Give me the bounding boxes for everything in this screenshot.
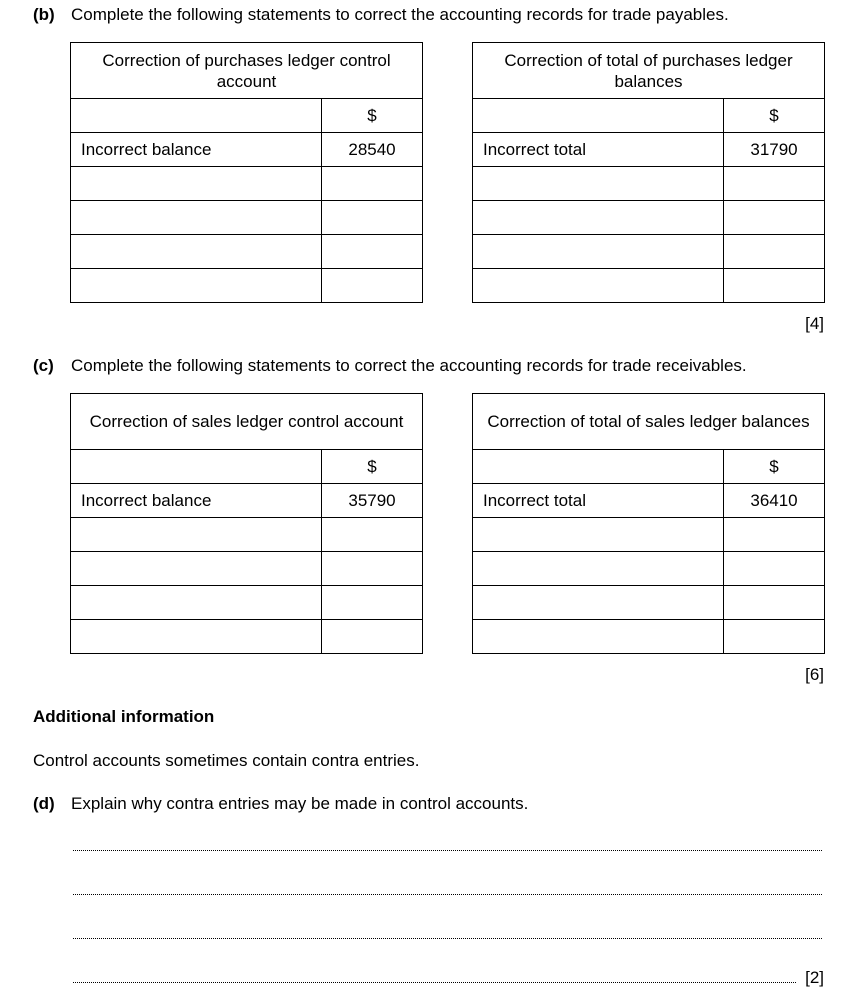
answer-line[interactable]	[73, 850, 822, 851]
answer-cell[interactable]	[724, 552, 825, 586]
row-amount: 35790	[322, 484, 423, 518]
answer-cell[interactable]	[724, 269, 825, 303]
question-b	[33, 5, 729, 25]
table-cell[interactable]	[473, 99, 724, 133]
question-d-label: (d)	[33, 794, 55, 813]
answer-cell[interactable]	[322, 167, 423, 201]
answer-cell[interactable]	[322, 235, 423, 269]
table-title: Correction of total of purchases ledger balances	[473, 43, 825, 99]
sales-ledger-control-table	[70, 393, 423, 654]
answer-cell[interactable]	[473, 586, 724, 620]
question-c-label: (c)	[33, 356, 54, 375]
answer-cell[interactable]	[724, 167, 825, 201]
row-description: Incorrect balance	[71, 133, 322, 167]
answer-cell[interactable]	[724, 235, 825, 269]
row-description: Incorrect total	[473, 133, 724, 167]
purchases-ledger-balances-table	[472, 42, 825, 303]
answer-cell[interactable]	[724, 586, 825, 620]
answer-cell[interactable]	[473, 552, 724, 586]
answer-cell[interactable]	[71, 201, 322, 235]
answer-cell[interactable]	[473, 269, 724, 303]
answer-cell[interactable]	[322, 518, 423, 552]
question-c-text: Complete the following statements to correct the accounting records for trade receivables.	[71, 356, 747, 375]
row-amount: 28540	[322, 133, 423, 167]
answer-cell[interactable]	[322, 586, 423, 620]
answer-cell[interactable]	[322, 552, 423, 586]
marks-c: [6]	[805, 665, 824, 684]
currency-header: $	[322, 450, 423, 484]
answer-cell[interactable]	[473, 518, 724, 552]
answer-cell[interactable]	[322, 620, 423, 654]
answer-cell[interactable]	[322, 269, 423, 303]
row-amount: 31790	[724, 133, 825, 167]
answer-line[interactable]	[73, 894, 822, 895]
currency-header: $	[724, 99, 825, 133]
answer-cell[interactable]	[71, 269, 322, 303]
question-d-text: Explain why contra entries may be made in control accounts.	[71, 794, 529, 813]
answer-cell[interactable]	[724, 201, 825, 235]
answer-cell[interactable]	[724, 620, 825, 654]
answer-cell[interactable]	[71, 167, 322, 201]
table-cell[interactable]	[71, 99, 322, 133]
row-description: Incorrect total	[473, 484, 724, 518]
marks-b: [4]	[805, 314, 824, 333]
answer-cell[interactable]	[473, 620, 724, 654]
table-cell[interactable]	[71, 450, 322, 484]
question-c	[33, 356, 747, 376]
row-description: Incorrect balance	[71, 484, 322, 518]
table-title: Correction of purchases ledger control account	[71, 43, 423, 99]
marks-d: [2]	[805, 968, 824, 987]
answer-line[interactable]	[73, 982, 796, 983]
answer-cell[interactable]	[473, 201, 724, 235]
answer-cell[interactable]	[71, 586, 322, 620]
answer-cell[interactable]	[71, 552, 322, 586]
answer-cell[interactable]	[71, 518, 322, 552]
row-amount: 36410	[724, 484, 825, 518]
answer-cell[interactable]	[473, 167, 724, 201]
table-cell[interactable]	[473, 450, 724, 484]
additional-info-heading: Additional information	[33, 707, 215, 726]
answer-cell[interactable]	[724, 518, 825, 552]
currency-header: $	[724, 450, 825, 484]
answer-cell[interactable]	[71, 620, 322, 654]
table-title: Correction of sales ledger control account	[71, 394, 423, 450]
question-b-label: (b)	[33, 5, 55, 24]
answer-cell[interactable]	[71, 235, 322, 269]
answer-cell[interactable]	[473, 235, 724, 269]
table-title: Correction of total of sales ledger balances	[473, 394, 825, 450]
sales-ledger-balances-table	[472, 393, 825, 654]
question-b-text: Complete the following statements to correct the accounting records for trade payables.	[71, 5, 729, 24]
question-d	[33, 794, 528, 814]
purchases-ledger-control-table	[70, 42, 423, 303]
currency-header: $	[322, 99, 423, 133]
answer-line[interactable]	[73, 938, 822, 939]
answer-cell[interactable]	[322, 201, 423, 235]
additional-info-text: Control accounts sometimes contain contra entries.	[33, 751, 420, 770]
